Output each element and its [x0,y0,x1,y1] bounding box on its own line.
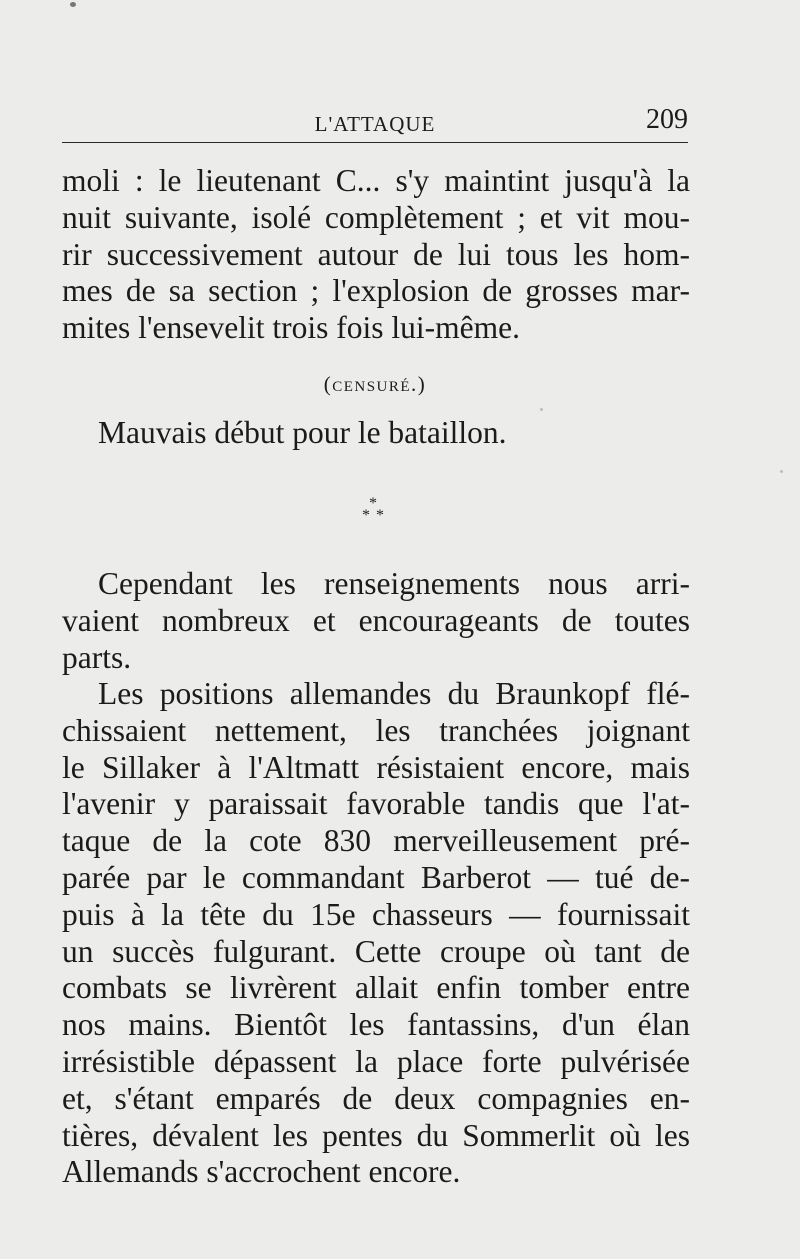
text-line: nos mains. Bientôt les fantassins, d'un élan [62,1007,690,1043]
text-line: parts. [62,639,132,675]
chapter-title: L'ATTAQUE [314,112,436,136]
text-line: un succès fulgurant. Cette croupe où tant de [62,933,690,969]
text-line: et, s'étant emparés de deux compagnies en- [62,1080,690,1116]
paragraph-continuation [62,163,690,347]
svg-text:*: * [369,495,377,512]
censorship-label: (censuré.) [323,372,427,396]
text-line: vaient nombreux et encourageants de toutes [62,602,690,638]
censorship-note [62,372,688,397]
page-number: 209 [646,104,688,135]
text-line: mes de sa section ; l'explosion de grosses mar- [62,273,690,309]
paragraph-reports [62,566,690,676]
paper-speck [70,2,76,7]
text-line: irrésistible dépassent la place forte pulvérisée [62,1043,690,1079]
asterism-icon [353,494,393,524]
text-line: rir successivement autour de lui tous les hom- [62,236,690,272]
text-line: l'avenir y paraissait favorable tandis que l'at- [62,786,690,822]
text-line: chissaient nettement, les tranchées joignant [62,712,690,748]
text-line: parée par le commandant Barberot — tué de- [62,859,690,895]
paragraph-positions [62,676,690,1191]
paragraph-short [62,415,690,452]
text-line: Mauvais début pour le bataillon. [98,415,507,450]
text-line: nuit suivante, isolé complètement ; et vit mou- [62,199,690,235]
text-line: tières, dévalent les pentes du Sommerlit où les [62,1117,690,1153]
text-line: combats se livrèrent allait enfin tomber entre [62,970,690,1006]
text-line: Allemands s'accrochent encore. [62,1154,461,1190]
text-line: taque de la cote 830 merveilleusement pré- [62,823,690,859]
text-line: Cependant les renseignements nous arri- [98,566,690,601]
text-line: mites l'ensevelit trois fois lui-même. [62,310,520,346]
paper-speck [780,470,783,473]
svg-text:*: * [362,507,370,524]
text-line: Les positions allemandes du Braunkopf flé- [98,676,690,711]
text-line: puis à la tête du 15e chasseurs — fournissait [62,896,690,932]
text-line: moli : le lieutenant C... s'y maintint jusqu'à la [62,163,690,198]
svg-text:*: * [376,507,384,524]
text-line: le Sillaker à l'Altmatt résistaient encore, mais [62,749,690,785]
paper-speck [540,408,543,411]
running-header [62,98,688,143]
